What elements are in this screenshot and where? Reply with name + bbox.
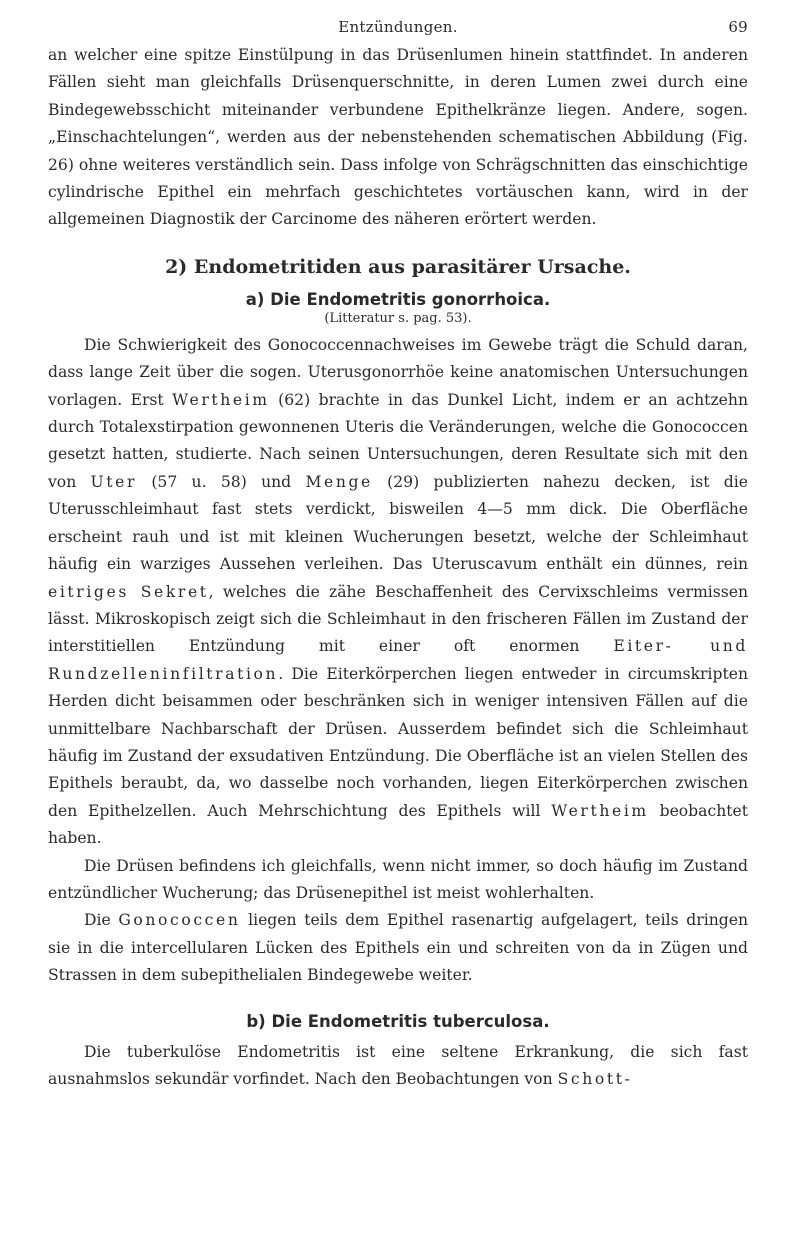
author-name: Menge xyxy=(305,472,373,491)
document-page xyxy=(48,18,748,1093)
author-name: Schott- xyxy=(557,1070,633,1088)
author-name: Wertheim xyxy=(172,390,270,409)
text-span: (29) publizierten nahezu decken, ist die Uterusschleimhaut fast stets verdickt, bisweilen 4—5 mm dick. Die Oberfläche erscheint rauh und ist mit kleinen Wucherungen besetzt, welche der Schleimhaut häufig ein warziges Aussehen verleihen. Das Uteruscavum enthält ein dünnes, rein xyxy=(48,472,748,574)
emphasized-term: Eiter- und Rundzelleninfiltration xyxy=(48,637,748,683)
subsection-heading-gonorrhoica: a) Die Endometritis gonorrhoica. xyxy=(245,289,551,309)
text-span: Die Schwierigkeit des Gonococcennachweises im Gewebe trägt die Schuld daran, dass lange Zeit über die sogen. Uterusgonorrhöe keine anatomischen Untersuchungen vorlagen. Erst xyxy=(48,335,748,409)
paragraph-gonococcen xyxy=(48,907,748,989)
text-span: , welches die zähe Beschaffenheit des Cervixschleims vermissen lässt. Mikroskopisch zeigt sich die Schleimhaut in den frischeren Fällen im Zustand der interstitiellen Entzündung mit einer oft enormen xyxy=(48,582,748,656)
section-heading: 2) Endometritiden aus parasitärer Ursache. xyxy=(165,255,631,278)
text-span: (62) brachte in das Dunkel Licht, indem er an achtzehn durch Totalexstirpation gewonnenen Uteris die Veränderungen, welche die Gonococcen gesetzt hatten, studierte. Nach seinen Untersuchungen, deren Resultate sich mit den von xyxy=(48,390,748,491)
text-span: Die xyxy=(84,911,119,930)
paragraph-continuation: an welcher eine spitze Einstülpung in das Drüsenlumen hinein stattfindet. In anderen Fällen sieht man gleichfalls Drüsenquerschnitte, in deren Lumen zwei durch eine Bindegewebsschicht miteinander verbundene Epithelkränze liegen. Andere, sogen. „Einschachtelungen“, werden aus der nebenstehenden schematischen Abbildung (Fig. 26) ohne weiteres verständlich sein. Dass infolge von Schrägschnitten das einschichtige cylindrische Epithel ein mehrfach geschichtetes vortäuschen kann, wird in der allgemeinen Diagnostik der Carcinome des näheren erörtert werden. xyxy=(48,46,748,229)
text-span: beobachtet haben. xyxy=(48,801,749,848)
author-name: Wertheim xyxy=(551,801,649,820)
text-span: liegen teils dem Epithel rasenartig aufgelagert, teils dringen sie in die intercellularen Lücken des Epithels ein und schreiten von da in Zügen und Strassen in dem subepithelialen Bindegewebe weiter. xyxy=(48,911,748,985)
literature-reference: (Litteratur s. pag. 53). xyxy=(324,310,472,326)
body-text xyxy=(48,42,748,1093)
paragraph-gonococcen-nachweis xyxy=(48,332,748,853)
text-span: . Die Eiterkörperchen liegen entweder in circumskripten Herden dicht beisammen oder beschränken sich in weniger intensiven Fällen auf die unmittelbare Nachbarschaft der Drüsen. Ausserdem befindet sich die Schleimhaut häufig im Zustand der exsudativen Entzündung. Die Oberfläche ist an vielen Stellen des Epithels beraubt, da, wo dasselbe noch vorhanden, liegen Eiterkörperchen zwischen den Epithelzellen. Auch Mehrschichtung des Epithels will xyxy=(48,664,748,820)
paragraph-druesen: Die Drüsen befindens ich gleichfalls, wenn nicht immer, so doch häufig im Zustand entzündlicher Wucherung; das Drüsenepithel ist meist wohlerhalten. xyxy=(48,856,748,902)
paragraph-tuberkuloese-endometritis xyxy=(48,1039,748,1094)
text-span: Die tuberkulöse Endometritis ist eine seltene Erkrankung, die sich fast ausnahmslos sekundär vorfindet. Nach den Beobachtungen von xyxy=(48,1042,748,1088)
emphasized-term: Gonococcen xyxy=(118,911,241,930)
running-title: Entzündungen. xyxy=(338,18,458,36)
author-name: Uter xyxy=(90,472,138,491)
emphasized-term: eitriges Sekret xyxy=(48,582,209,601)
text-span: (57 u. 58) und xyxy=(137,472,306,491)
running-header xyxy=(48,18,748,42)
page-number: 69 xyxy=(728,18,748,36)
subsection-heading-tuberculosa: b) Die Endometritis tuberculosa. xyxy=(246,1011,550,1031)
